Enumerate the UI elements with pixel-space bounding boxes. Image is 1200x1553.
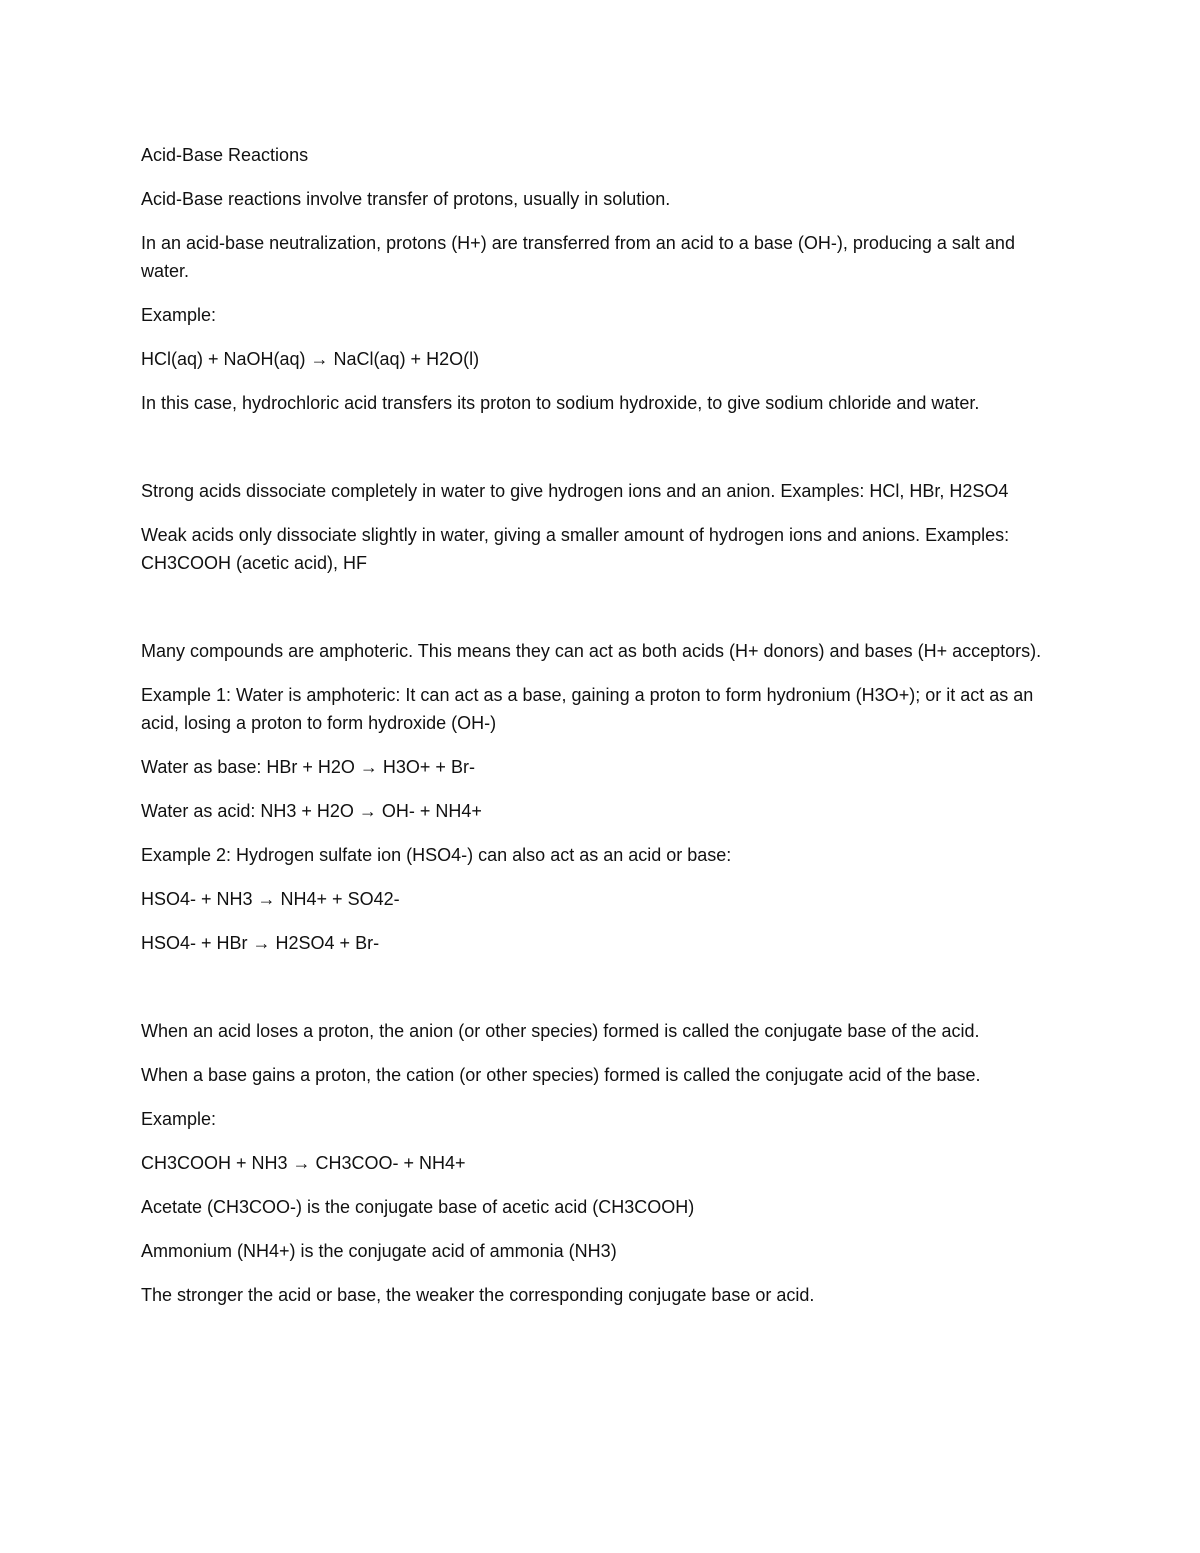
paragraph-explanation: In this case, hydrochloric acid transfers its proton to sodium hydroxide, to give sodium chloride and water. — [141, 393, 980, 413]
section-gap — [141, 593, 1061, 637]
equation-water-as-acid: Water as acid: NH3 + H2O → OH- + NH4+ — [141, 801, 482, 821]
paragraph-example-2: Example 2: Hydrogen sulfate ion (HSO4-) can also act as an acid or base: — [141, 845, 732, 865]
document-body — [141, 141, 1061, 1325]
equation-hso4-hbr: HSO4- + HBr → H2SO4 + Br- — [141, 933, 380, 953]
equation-hcl-naoh: HCl(aq) + NaOH(aq) → NaCl(aq) + H2O(l) — [141, 349, 480, 369]
section-gap — [141, 973, 1061, 1017]
equation-acetic-ammonia: CH3COOH + NH3 → CH3COO- + NH4+ — [141, 1153, 466, 1173]
paragraph-example-1: Example 1: Water is amphoteric: It can act as a base, gaining a proton to form hydronium (H3O+); or it act as an acid, losing a proton to form hydroxide (OH-) — [141, 685, 1034, 733]
paragraph-example-label-2: Example: — [141, 1109, 217, 1129]
paragraph-weak-acids: Weak acids only dissociate slightly in water, giving a smaller amount of hydrogen ions and anions. Examples: CH3COOH (acetic acid), HF — [141, 525, 1010, 573]
paragraph-acetate: Acetate (CH3COO-) is the conjugate base of acetic acid (CH3COOH) — [141, 1197, 695, 1217]
paragraph-intro: Acid-Base reactions involve transfer of protons, usually in solution. — [141, 189, 671, 209]
paragraph-example-label: Example: — [141, 305, 217, 325]
equation-hso4-nh3: HSO4- + NH3 → NH4+ + SO42- — [141, 889, 400, 909]
equation-water-as-base: Water as base: HBr + H2O → H3O+ + Br- — [141, 757, 475, 777]
paragraph-strength-rule: The stronger the acid or base, the weaker the corresponding conjugate base or acid. — [141, 1285, 815, 1305]
paragraph-neutralization: In an acid-base neutralization, protons (H+) are transferred from an acid to a base (OH-), producing a salt and water. — [141, 233, 1015, 281]
paragraph-amphoteric: Many compounds are amphoteric. This means they can act as both acids (H+ donors) and bases (H+ acceptors). — [141, 641, 1042, 661]
paragraph-conjugate-base: When an acid loses a proton, the anion (or other species) formed is called the conjugate base of the acid. — [141, 1021, 980, 1041]
section-gap — [141, 433, 1061, 477]
paragraph-conjugate-acid: When a base gains a proton, the cation (or other species) formed is called the conjugate acid of the base. — [141, 1065, 981, 1085]
document-title: Acid-Base Reactions — [141, 145, 309, 165]
paragraph-strong-acids: Strong acids dissociate completely in water to give hydrogen ions and an anion. Examples: HCl, HBr, H2SO4 — [141, 481, 1009, 501]
paragraph-ammonium: Ammonium (NH4+) is the conjugate acid of ammonia (NH3) — [141, 1241, 617, 1261]
